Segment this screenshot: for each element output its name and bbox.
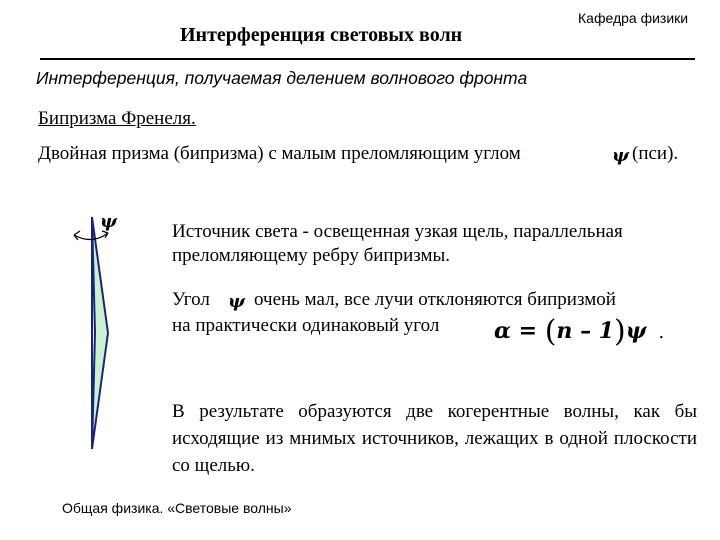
header-divider [40, 58, 695, 60]
angle-text-end: на практически одинаковый угол [172, 315, 440, 336]
psi-name: (пси). [632, 143, 679, 164]
formula-psi: ψ [625, 318, 647, 344]
angle-text-middle: очень мал, все лучи отклоняются бипризмой [254, 289, 616, 310]
formula-open-paren: ( [544, 314, 557, 349]
biprism-diagram [60, 205, 130, 455]
biprism-description: Двойная призма (бипризма) с малым преломляющим углом [38, 143, 521, 164]
angle-arrow-left [74, 231, 80, 240]
psi-symbol-2: ψ [228, 291, 245, 312]
biprism-shape [92, 217, 108, 449]
deflection-formula [494, 314, 664, 349]
formula-inner: n – 1 [556, 318, 615, 344]
slide-subtitle: Интерференция, получаемая делением волнового фронта [36, 68, 528, 88]
psi-symbol: ψ [612, 145, 629, 166]
angle-text-start: Угол [172, 289, 210, 310]
department-label: Кафедра физики [578, 10, 689, 26]
footer-text: Общая физика. «Световые волны» [62, 500, 292, 516]
result-paragraph: В результате образуются две когерентные волны, как бы исходящие из мнимых источников, лежащих в одной плоскости со щелью. [172, 401, 697, 476]
formula-close-paren: ) [614, 314, 626, 349]
source-paragraph: Источник света - освещенная узкая щель, параллельная преломляющему ребру бипризмы. [172, 221, 623, 266]
formula-end: . [658, 322, 665, 343]
angle-psi-label: ψ [100, 211, 117, 232]
page-title: Интерференция световых волн [180, 24, 463, 46]
section-heading: Бипризма Френеля. [38, 108, 196, 129]
formula-lhs: α = [494, 318, 538, 344]
